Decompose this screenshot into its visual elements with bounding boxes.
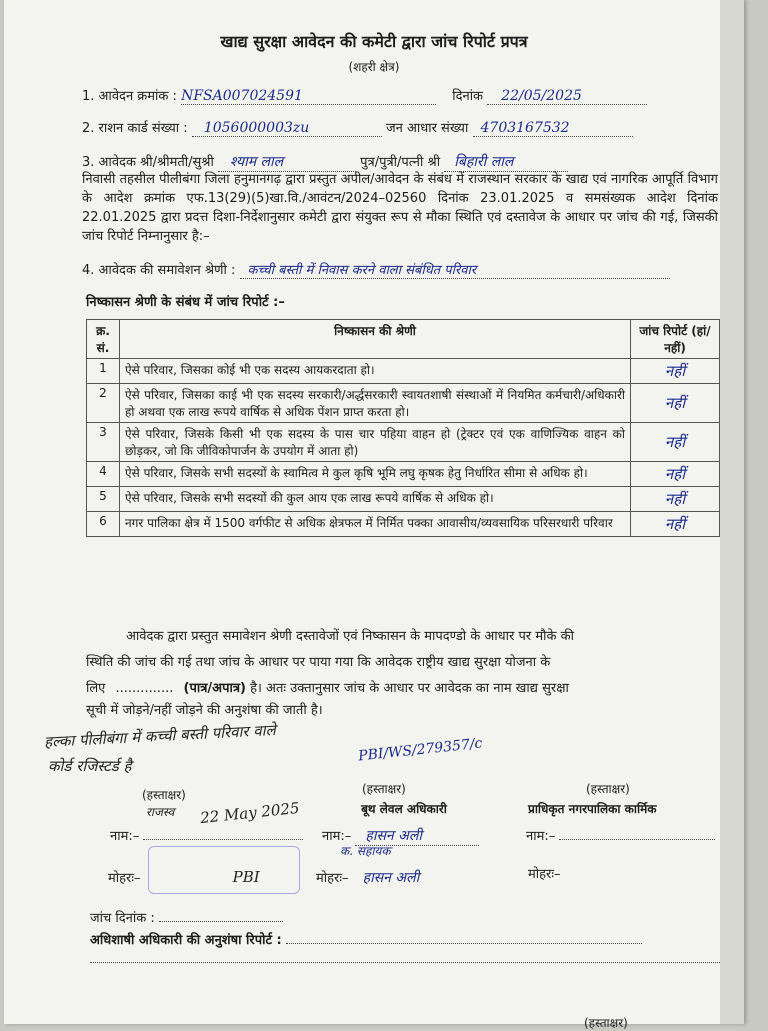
table-header-row [87, 320, 720, 359]
row-text: ऐसे परिवार, जिसका काई भी एक सदस्य सरकारी/अर्द्धसरकारी स्वायतशाषी संस्थाओं में नियमित कर्मचारी/अधिकारी हो अथवा एक लाख रूपये वार्षिक से अधिक पेंशन प्राप्त करता हो। [120, 384, 631, 423]
row-result: नहीं [631, 462, 720, 487]
row-result: नहीं [631, 512, 720, 537]
col1-seal-label: मोहरः– [108, 871, 141, 886]
category-label: 4. आवेदक की समावेशन श्रेणी : [82, 263, 236, 278]
recommendation-row [90, 930, 642, 948]
conclusion-line-1: आवेदक द्वारा प्रस्तुत समावेशन श्रेणी दस्तावेजों एवं निष्कासन के मापदण्डो के आधार पर मौके की [126, 629, 574, 644]
ration-card-value: 1056000003zu [203, 120, 310, 136]
col1-name-label: नाम:– [110, 829, 140, 844]
jan-aadhar-value: 4703167532 [480, 120, 570, 136]
conclusion-line-3 [86, 678, 569, 696]
conclusion-rest: है। अतः उक्तानुसार जांच के आधार पर आवेदक का नाम खाद्य सुरक्षा [250, 681, 569, 696]
applicant-row [82, 152, 568, 172]
ration-card-label: 2. राशन कार्ड संख्या : [82, 121, 188, 136]
inspection-date-label: जांच दिनांक : [90, 911, 155, 926]
jan-aadhar-label: जन आधार संख्या [385, 121, 469, 136]
table-row [87, 359, 720, 384]
col1-title-scribble: राजस्व [146, 805, 175, 819]
category-value: कच्ची बस्ती में निवास करने वाला संबंधित परिवार [247, 263, 477, 278]
col2-seal-value: हासन अली [362, 870, 420, 886]
recommendation-line-2 [90, 962, 720, 963]
bottom-signature-label: (हस्ताक्षर) [584, 1016, 628, 1030]
col3-name-row [526, 826, 715, 844]
col1-name-field [143, 839, 303, 840]
intro-paragraph: निवासी तहसील पीलीबंगा जिला हनुमानगढ़ द्वारा प्रस्तुत अपील/आवेदन के संबंध में राजस्थान सरकार के खाद्य एवं नागरिक आपूर्ति विभाग के आदेश क्रमांक एफ.13(29)(5)खा.वि./आवंटन/2024–02560 दिनांक 23.01.2025 व समसंख्यक आदेश दिनांक 22.01.2025 द्वारा प्रदत्त दिशा-निर्देशानुसार कमेटी द्वारा संयुक्त रूप से मौका स्थिति एवं दस्तावेज के आधार पर जांच की गई, जिसकी जांच रिपोर्ट निम्नानुसार है:– [82, 172, 718, 244]
applicant-field [218, 152, 356, 172]
col1-seal-row [108, 868, 260, 886]
category-row [82, 260, 670, 279]
jan-aadhar-field [473, 120, 633, 137]
applicant-label: 3. आवेदक श्री/श्रीमती/सुश्री [82, 155, 214, 170]
col3-title: प्राधिकृत नगरपालिका कार्मिक [528, 802, 657, 816]
row-text: नगर पालिका क्षेत्र में 1500 वर्गफीट से अधिक क्षेत्रफल में निर्मित पक्का आवासीय/व्यवसायिक परिसरधारी परिवार [120, 512, 631, 537]
table-row [87, 423, 720, 462]
eligibility-blank: .............. [115, 681, 174, 696]
col1-seal-text: PBI [232, 868, 260, 886]
row-result: नहीं [631, 359, 720, 384]
page-title: खाद्य सुरक्षा आवेदन की कमेटी द्वारा जांच रिपोर्ट प्रपत्र [220, 32, 528, 51]
exclusion-heading: निष्कासन श्रेणी के संबंध में जांच रिपोर्ट :– [86, 295, 285, 310]
exclusion-table [86, 319, 720, 537]
recommendation-field [286, 943, 642, 944]
next-page-edge [720, 0, 744, 1024]
row-text: ऐसे परिवार, जिसके किसी भी एक सदस्य के पास चार पहिया वाहन हो (ट्रेक्टर एवं एक वाणिज्यिक वाहन को छोड़कर, जो कि जीविकोपार्जन के उपयोग में आता हो) [120, 423, 631, 462]
row-number: 6 [87, 512, 120, 537]
conclusion-for: लिए [86, 681, 106, 696]
col1-name-row [110, 826, 303, 844]
eligibility-options: (पात्र/अपात्र) [183, 681, 246, 696]
date-field [487, 88, 647, 105]
relation-label: पुत्र/पुत्री/पत्नी श्री [360, 155, 441, 170]
handwritten-number: PBI/WS/279357/c [357, 735, 484, 765]
table-row [87, 462, 720, 487]
col3-seal-row [528, 864, 561, 882]
row-text: ऐसे परिवार, जिसके सभी सदस्यों की कुल आय एक लाख रूपये वार्षिक से अधिक हो। [120, 487, 631, 512]
row-number: 5 [87, 487, 120, 512]
row-result: नहीं [631, 423, 720, 462]
header-category: निष्कासन की श्रेणी [120, 320, 631, 359]
header-result: जांच रिपोर्ट (हां/नहीं) [631, 320, 720, 359]
col2-role-value: क. सहायक [340, 844, 391, 858]
ration-card-field [192, 120, 382, 137]
conclusion-line-2: स्थिति की जांच की गई तथा जांच के आधार पर पाया गया कि आवेदक राष्ट्रीय खाद्य सुरक्षा योजना के [86, 655, 551, 670]
application-no-field [181, 88, 436, 105]
row-text: ऐसे परिवार, जिसका कोई भी एक सदस्य आयकरदाता हो। [120, 359, 631, 384]
inspection-date-field [159, 921, 283, 922]
col3-name-field [559, 839, 715, 840]
application-no-row [82, 86, 647, 105]
table-row [87, 512, 720, 537]
col3-seal-label: मोहरः– [528, 867, 561, 882]
date-value: 22/05/2025 [501, 88, 582, 104]
row-result: नहीं [631, 384, 720, 423]
handwritten-note-line-2: कोर्ड रजिस्टर्ड है [48, 757, 132, 775]
inspection-date-row [90, 908, 283, 926]
sig-label-col3: (हस्ताक्षर) [586, 782, 630, 796]
row-text: ऐसे परिवार, जिसके सभी सदस्यों के स्वामित्व मे कुल कृषि भूमि लघु कृषक हेतु निर्धारित सीमा से अधिक हो। [120, 462, 631, 487]
header-serial: क्र. सं. [87, 320, 120, 359]
recommendation-label: अधिशाषी अधिकारी की अनुशंषा रिपोर्ट : [90, 933, 282, 948]
sig-label-col1: (हस्ताक्षर) [142, 788, 186, 802]
col1-signature: 22 May 2025 [199, 798, 301, 828]
row-result: नहीं [631, 487, 720, 512]
application-no-value: NFSA007024591 [181, 88, 303, 104]
col2-name-label: नाम:– [322, 829, 352, 844]
col2-seal-label: मोहरः– [316, 871, 349, 886]
page-subtitle: (शहरी क्षेत्र) [348, 60, 400, 74]
col2-name-value: हासन अली [365, 828, 422, 844]
col2-seal-row [316, 868, 419, 887]
document-sheet [4, 0, 744, 1030]
ration-card-row [82, 118, 633, 137]
row-number: 2 [87, 384, 120, 423]
relation-value: बिहारी लाल [454, 154, 514, 170]
sig-label-col2: (हस्ताक्षर) [362, 782, 406, 796]
date-label: दिनांक [452, 89, 484, 104]
applicant-value: श्याम लाल [230, 154, 284, 170]
col3-name-label: नाम:– [526, 829, 556, 844]
table-row [87, 384, 720, 423]
table-row [87, 487, 720, 512]
col2-title: बूथ लेवल अधिकारी [361, 802, 447, 816]
handwritten-note-line-1: हल्का पीलीबंगा में कच्ची बस्ती परिवार वाले [43, 720, 277, 752]
category-field [240, 260, 670, 279]
conclusion-line-4: सूची में जोड़ने/नहीं जोड़ने की अनुशंषा की जाती है। [86, 703, 323, 718]
row-number: 4 [87, 462, 120, 487]
application-no-label: 1. आवेदन क्रमांक : [82, 89, 177, 104]
row-number: 3 [87, 423, 120, 462]
relation-field [444, 152, 568, 172]
row-number: 1 [87, 359, 120, 384]
